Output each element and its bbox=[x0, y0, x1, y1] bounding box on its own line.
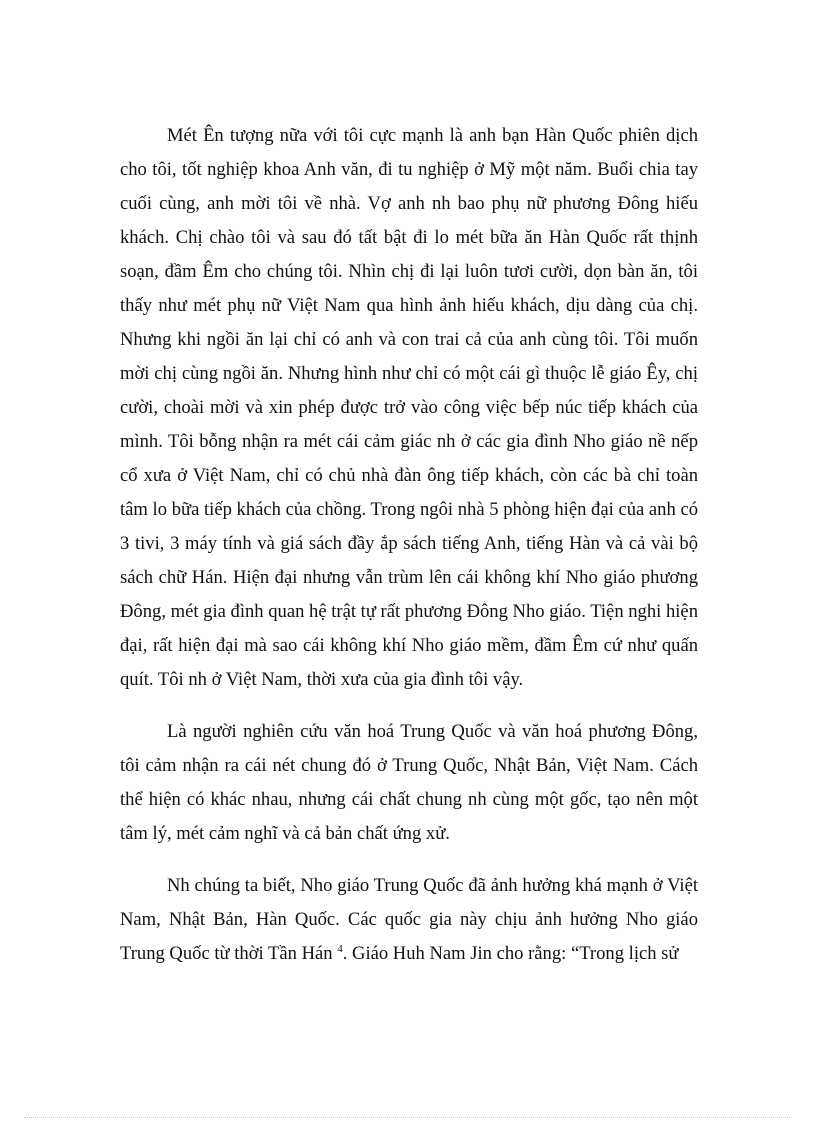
paragraph-1: Mét Ên tượng nữa với tôi cực mạnh là anh bạn Hàn Quốc phiên dịch cho tôi, tốt nghiệp khoa Anh văn, đi tu nghiệp ở Mỹ một năm. Buổi chia tay cuối cùng, anh mời tôi về nhà. Vợ anh nh bao phụ nữ phương Đông hiếu khách. Chị chào tôi và sau đó tất bật đi lo mét bữa ăn Hàn Quốc rất thịnh soạn, đầm Êm cho chúng tôi. Nhìn chị đi lại luôn tươi cười, dọn bàn ăn, tôi thấy như mét phụ nữ Việt Nam qua hình ảnh hiếu khách, dịu dàng của chị. Nhưng khi ngồi ăn lại chỉ có anh và con trai cả của anh cùng tôi. Tôi muốn mời chị cùng ngồi ăn. Nhưng hình như chỉ có một cái gì thuộc lễ giáo Êy, chị cười, choài mời và xin phép được trở vào công việc bếp núc tiếp khách của mình. Tôi bỗng nhận ra mét cái cảm giác nh ở các gia đình Nho giáo nề nếp cổ xưa ở Việt Nam, chỉ có chủ nhà đàn ông tiếp khách, còn các bà chỉ toàn tâm lo bữa tiếp khách của chồng. Trong ngôi nhà 5 phòng hiện đại của anh có 3 tivi, 3 máy tính và giá sách đầy ắp sách tiếng Anh, tiếng Hàn và cả vài bộ sách chữ Hán. Hiện đại nhưng vẫn trùm lên cái không khí Nho giáo phương Đông, mét gia đình quan hệ trật tự rất phương Đông Nho giáo. Tiện nghi hiện đại, rất hiện đại mà sao cái không khí Nho giáo mềm, đầm Êm cứ như quấn quít. Tôi nh ở Việt Nam, thời xưa của gia đình tôi vậy. bbox=[120, 125, 698, 690]
paragraph-3 bbox=[120, 869, 698, 971]
paragraph-3-text-after-note: . Giáo Huh Nam Jin cho rằng: “Trong lịch sử bbox=[342, 943, 679, 964]
paragraph-2: Là người nghiên cứu văn hoá Trung Quốc và văn hoá phương Đông, tôi cảm nhận ra cái nét chung đó ở Trung Quốc, Nhật Bản, Việt Nam. Cách thể hiện có khác nhau, nhưng cái chất chung nh cùng một gốc, tạo nên một tâm lý, mét cảm nghĩ và cả bản chất ứng xử. bbox=[120, 721, 698, 844]
footnote-marker: 4 bbox=[337, 942, 343, 955]
page-bottom-dotted-rule bbox=[24, 1117, 792, 1118]
paragraph-3-text-before-note: Nh chúng ta biết, Nho giáo Trung Quốc đã ảnh hưởng khá mạnh ở Việt Nam, Nhật Bản, Hàn Quốc. Các quốc gia này chịu ảnh hưởng Nho giáo Trung Quốc từ thời Tần Hán bbox=[120, 875, 698, 964]
document-body bbox=[120, 119, 698, 971]
